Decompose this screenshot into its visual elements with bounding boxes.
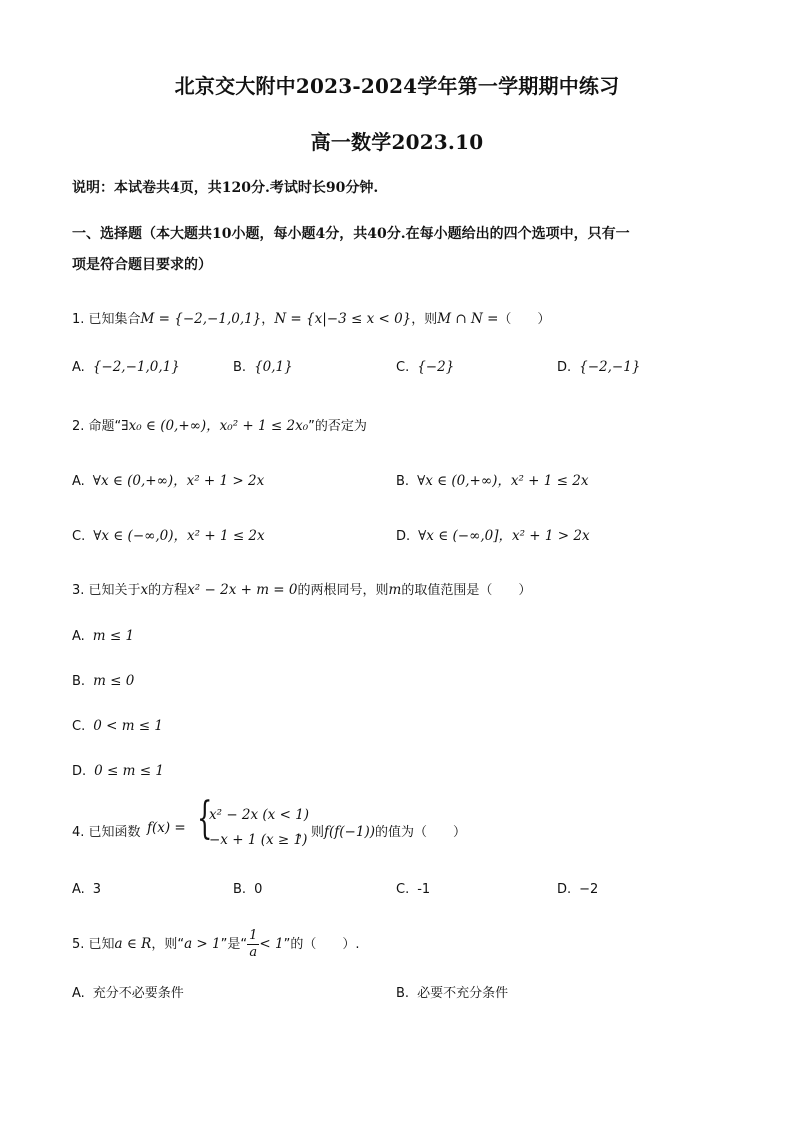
option-label: B. bbox=[233, 360, 247, 375]
question-5-math-a: a ∈ R bbox=[114, 936, 152, 952]
option-label: D. bbox=[396, 529, 411, 544]
fraction-numerator: 1 bbox=[249, 928, 258, 943]
question-4-stem-prefix bbox=[72, 821, 141, 840]
option-value: 0 bbox=[254, 882, 263, 897]
question-3-text-c: 的两根同号，则 bbox=[297, 583, 389, 598]
option-label: C. bbox=[396, 882, 410, 897]
question-5-text-d: ”的（ ）. bbox=[283, 937, 360, 952]
option-value: {0,1} bbox=[254, 359, 293, 375]
question-4-text-b: ，则 bbox=[298, 825, 325, 840]
question-5-stem bbox=[72, 928, 359, 961]
question-4-option-b[interactable] bbox=[233, 882, 262, 897]
question-4-stem-suffix bbox=[298, 821, 466, 840]
option-label: D. bbox=[72, 764, 87, 779]
question-3-text-d: 的取值范围是（ ） bbox=[401, 583, 532, 598]
question-1-option-b[interactable] bbox=[233, 359, 293, 375]
question-3-option-d[interactable] bbox=[72, 763, 164, 779]
question-1-math-a: M = {−2,−1,0,1} bbox=[140, 311, 262, 327]
option-label: A. bbox=[72, 629, 85, 644]
question-5-math-c: < 1 bbox=[259, 936, 284, 952]
question-1-text-a: 1. 已知集合 bbox=[72, 312, 141, 327]
question-4-option-d[interactable] bbox=[557, 882, 598, 897]
left-brace-icon: { bbox=[197, 793, 213, 844]
option-label: C. bbox=[72, 719, 86, 734]
option-value: ∀x ∈ (0,+∞)，x² + 1 ≤ 2x bbox=[417, 473, 589, 489]
question-1-text-c: ，则 bbox=[411, 312, 438, 327]
question-2-option-c[interactable] bbox=[72, 524, 265, 544]
exam-note: 说明：本试卷共4页，共120分.考试时长90分钟. bbox=[72, 180, 379, 196]
question-2-text-b: ”的否定为 bbox=[308, 419, 367, 434]
question-5-text-b: ，则“ bbox=[151, 937, 185, 952]
question-1-option-d[interactable] bbox=[557, 359, 640, 375]
question-4-math-b: f(f(−1)) bbox=[324, 824, 375, 840]
option-value: ∀x ∈ (−∞,0]，x² + 1 > 2x bbox=[418, 528, 590, 544]
piecewise-case-2: −x + 1 (x ≥ 1) bbox=[209, 832, 308, 848]
question-3-option-a[interactable] bbox=[72, 628, 134, 644]
option-label: B. bbox=[72, 674, 86, 689]
option-value: 充分不必要条件 bbox=[92, 986, 184, 1001]
question-2-stem bbox=[72, 414, 367, 434]
option-label: A. bbox=[72, 360, 85, 375]
question-3-math-a: x bbox=[140, 582, 149, 598]
option-value: ∀x ∈ (−∞,0)，x² + 1 ≤ 2x bbox=[93, 528, 265, 544]
option-value: {−2,−1} bbox=[579, 359, 641, 375]
question-4-text-a: 4. 已知函数 bbox=[72, 825, 141, 840]
question-3-text-a: 3. 已知关于 bbox=[72, 583, 141, 598]
question-4-option-c[interactable] bbox=[396, 882, 430, 897]
question-2-option-b[interactable] bbox=[396, 469, 588, 489]
question-2-math-a: ∃x₀ ∈ (0,+∞)，x₀² + 1 ≤ 2x₀ bbox=[121, 418, 309, 434]
option-label: B. bbox=[233, 882, 247, 897]
fraction-denominator: a bbox=[249, 945, 258, 960]
option-label: B. bbox=[396, 986, 410, 1001]
option-label: C. bbox=[72, 529, 86, 544]
question-2-text-a: 2. 命题“ bbox=[72, 419, 122, 434]
question-3-text-b: 的方程 bbox=[148, 583, 188, 598]
question-5-option-b[interactable] bbox=[396, 982, 508, 1001]
option-value: 0 < m ≤ 1 bbox=[93, 718, 163, 734]
question-1-math-b: N = {x|−3 ≤ x < 0} bbox=[274, 311, 412, 327]
option-value: -1 bbox=[417, 882, 431, 897]
question-4-text-c: 的值为（ ） bbox=[374, 825, 466, 840]
option-value: 0 ≤ m ≤ 1 bbox=[94, 763, 164, 779]
option-value: 3 bbox=[92, 882, 102, 897]
option-value: m ≤ 1 bbox=[92, 628, 135, 644]
question-2-option-d[interactable] bbox=[396, 524, 590, 544]
question-1-text-b: ， bbox=[261, 312, 275, 327]
option-label: A. bbox=[72, 986, 85, 1001]
question-4-option-a[interactable] bbox=[72, 882, 101, 897]
option-value: −2 bbox=[579, 882, 599, 897]
question-5-text-c: ”是“ bbox=[220, 937, 248, 952]
question-1-math-c: M ∩ N = bbox=[437, 311, 499, 327]
option-label: C. bbox=[396, 360, 410, 375]
section-heading-line1: 一、选择题（本大题共10小题，每小题4分，共40分.在每小题给出的四个选项中，只有一 bbox=[72, 226, 630, 242]
question-1-option-c[interactable] bbox=[396, 359, 454, 375]
question-1-text-d: （ ） bbox=[498, 312, 551, 327]
section-heading-line2: 项是符合题目要求的） bbox=[72, 257, 212, 273]
option-value: {−2,−1,0,1} bbox=[92, 359, 180, 375]
option-value: ∀x ∈ (0,+∞)，x² + 1 > 2x bbox=[92, 473, 265, 489]
option-value: 必要不充分条件 bbox=[417, 986, 509, 1001]
exam-title: 北京交大附中2023-2024学年第一学期期中练习 bbox=[174, 74, 620, 98]
option-label: A. bbox=[72, 474, 85, 489]
question-1-stem bbox=[72, 308, 550, 327]
piecewise-lhs: f(x) = bbox=[147, 820, 186, 836]
question-5-fraction bbox=[247, 928, 259, 961]
question-3-option-b[interactable] bbox=[72, 673, 134, 689]
option-label: D. bbox=[557, 882, 572, 897]
question-3-math-b: x² − 2x + m = 0 bbox=[187, 582, 298, 598]
option-value: m ≤ 0 bbox=[93, 673, 135, 689]
question-5-math-b: a > 1 bbox=[184, 936, 221, 952]
question-5-option-a[interactable] bbox=[72, 982, 184, 1001]
question-3-option-c[interactable] bbox=[72, 718, 163, 734]
option-label: D. bbox=[557, 360, 572, 375]
question-2-option-a[interactable] bbox=[72, 469, 264, 489]
question-5-text-a: 5. 已知 bbox=[72, 937, 115, 952]
question-3-math-c: m bbox=[388, 582, 402, 598]
exam-subtitle: 高一数学2023.10 bbox=[310, 130, 484, 154]
option-value: {−2} bbox=[417, 359, 455, 375]
piecewise-case-1: x² − 2x (x < 1) bbox=[209, 807, 310, 823]
option-label: B. bbox=[396, 474, 410, 489]
option-label: A. bbox=[72, 882, 85, 897]
question-3-stem bbox=[72, 579, 531, 598]
question-1-option-a[interactable] bbox=[72, 359, 180, 375]
